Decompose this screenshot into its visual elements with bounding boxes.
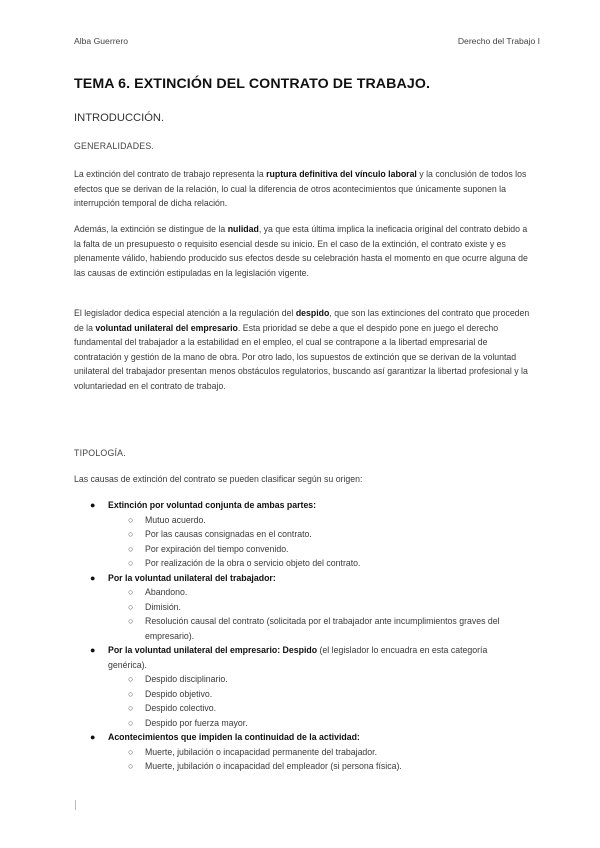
cause-subitem-text: Abandono. [145, 587, 188, 597]
paragraph-2-text-c: , ya que esta última implica la ineficacia original del contrato debido a la falta de un presupuesto o requisito esencial desde su inicio. En el caso de la extinción, el contrato existe y es plenamente válido, habiendo producido sus efectos desde su celebración hasta el momento en que ocurre alguna de las causas de extinción estipuladas en la legislación vigente. [74, 224, 528, 278]
circle-bullet-icon: ○ [128, 514, 134, 525]
cause-subitem [108, 672, 530, 687]
page-title: TEMA 6. EXTINCIÓN DEL CONTRATO DE TRABAJO. [74, 76, 431, 92]
cause-subitem-text: Despido disciplinario. [145, 674, 228, 684]
cause-subitem-text: Despido por fuerza mayor. [145, 717, 248, 728]
paragraph-2-text-a: Además, la extinción se distingue de la [74, 224, 228, 234]
circle-bullet-icon: ○ [128, 587, 134, 597]
circle-bullet-icon: ○ [128, 688, 134, 699]
cause-subitems [108, 585, 528, 643]
cause-item [0, 730, 528, 774]
cause-subitem [108, 614, 530, 643]
cause-subitems [108, 672, 528, 730]
paragraph-1-bold-1: ruptura definitiva del vínculo laboral [266, 169, 417, 179]
circle-bullet-icon: ○ [128, 558, 134, 568]
bullet-icon: ● [90, 500, 96, 510]
cause-subitem [108, 716, 530, 731]
cause-subitem-text: Por expiración del tiempo convenido. [145, 543, 289, 554]
causes-list [0, 498, 600, 774]
cause-subitem-text: Por realización de la obra o servicio objeto del contrato. [145, 558, 361, 568]
cause-subitems [108, 513, 528, 571]
section-heading-generalidades: GENERALIDADES. [74, 141, 155, 151]
bullet-icon: ● [90, 645, 96, 655]
paragraph-1-text-c: y la conclusión de todos los efectos que se derivan de la relación, lo cual la diferencia de otros acontecimientos que únicamente suponen la interrupción temporal de dicha relación. [74, 169, 527, 208]
cause-subitem-text: Dimisión. [145, 601, 181, 612]
cause-subitem [108, 745, 530, 760]
paragraph-3-bold-1: despido [295, 308, 330, 318]
paragraph-2 [74, 222, 532, 280]
cause-subitem [108, 542, 530, 557]
section-heading-tipologia: TIPOLOGÍA. [74, 448, 126, 458]
cause-subitem-text: Mutuo acuerdo. [145, 514, 206, 525]
paragraph-3 [74, 306, 532, 393]
bullet-icon: ● [90, 732, 96, 742]
circle-bullet-icon: ○ [128, 717, 134, 728]
cause-subitem-text: Resolución causal del contrato (solicitada por el trabajador ante incumplimientos graves del empresario). [145, 616, 500, 641]
circle-bullet-icon: ○ [128, 761, 134, 771]
header-author: Alba Guerrero [74, 36, 128, 46]
cause-subitem [108, 759, 530, 774]
paragraph-1-text-a: La extinción del contrato de trabajo representa la [74, 169, 267, 179]
cause-heading: Por la voluntad unilateral del empresario: Despido [108, 645, 318, 655]
cause-subitem-text: Por las causas consignadas en el contrato. [145, 529, 312, 539]
circle-bullet-icon: ○ [128, 674, 134, 684]
cause-subitem [108, 513, 530, 528]
footer-marker [75, 800, 76, 810]
cause-item [0, 571, 528, 644]
cause-subitem [108, 527, 530, 542]
circle-bullet-icon: ○ [128, 529, 134, 539]
cause-note: (el legislador lo encuadra en esta categoría genérica). [108, 645, 488, 670]
cause-subitem [108, 687, 530, 702]
cause-subitem [108, 600, 530, 615]
tipologia-lead: Las causas de extinción del contrato se pueden clasificar según su origen: [74, 474, 363, 484]
circle-bullet-icon: ○ [128, 601, 134, 612]
cause-subitem-text: Muerte, jubilación o incapacidad del empleador (si persona física). [145, 761, 402, 771]
cause-subitem-text: Despido objetivo. [145, 688, 213, 699]
header-subject: Derecho del Trabajo I [457, 36, 540, 46]
paragraph-3-text-a: El legislador dedica especial atención a la regulación del [74, 308, 296, 318]
paragraph-3-bold-2: voluntad unilateral del empresario [95, 322, 238, 333]
cause-subitem [108, 701, 530, 716]
paragraph-3-text-d: . Esta prioridad se debe a que el despido pone en juego el derecho fundamental del trabajador a la estabilidad en el empleo, el cual se contrapone a la libertad empresarial de contratación y gestión de la mano de obra. Por otro lado, los supuestos de extinción que se derivan de la voluntad unilateral del trabajador presentan menos obstáculos regulatorios, buscando así garantizar la libertad profesional y la voluntariedad en el contrato de trabajo. [74, 322, 528, 391]
circle-bullet-icon: ○ [128, 746, 134, 757]
circle-bullet-icon: ○ [128, 703, 134, 713]
cause-subitems [108, 745, 528, 774]
cause-item [0, 498, 528, 571]
paragraph-1 [74, 167, 532, 211]
circle-bullet-icon: ○ [128, 543, 134, 554]
cause-subitem-text: Despido colectivo. [145, 703, 217, 713]
cause-heading: Por la voluntad unilateral del trabajador: [108, 572, 276, 583]
cause-subitem-text: Muerte, jubilación o incapacidad permanente del trabajador. [145, 746, 378, 757]
cause-heading: Acontecimientos que impiden la continuidad de la actividad: [108, 732, 360, 742]
bullet-icon: ● [90, 572, 96, 583]
cause-subitem [108, 585, 530, 600]
cause-subitem [108, 556, 530, 571]
cause-item [0, 643, 528, 730]
circle-bullet-icon: ○ [128, 616, 134, 626]
intro-heading: INTRODUCCIÓN. [74, 112, 165, 124]
cause-heading: Extinción por voluntad conjunta de ambas partes: [108, 500, 317, 510]
paragraph-3-text-c: , que son las extinciones del contrato que proceden de la [74, 308, 530, 333]
paragraph-2-bold-1: nulidad [227, 224, 259, 234]
